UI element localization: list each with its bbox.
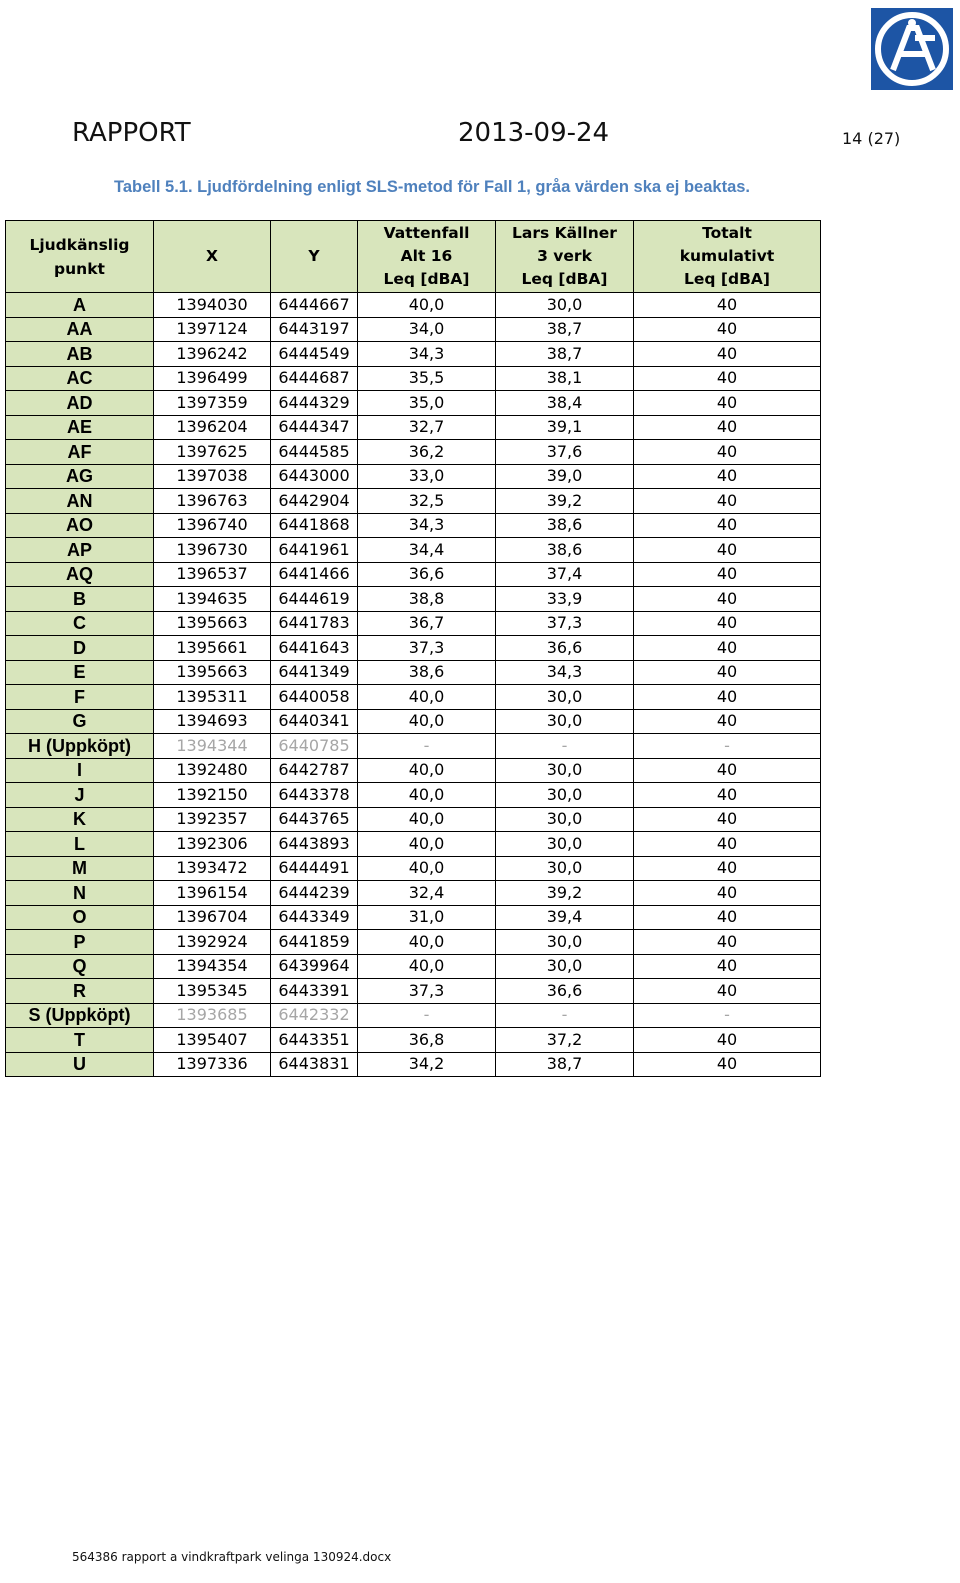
- cell-lars-kallner: 30,0: [496, 685, 634, 710]
- table-row: [6, 979, 821, 1004]
- table-row: [6, 587, 821, 612]
- cell-lars-kallner: 39,1: [496, 415, 634, 440]
- header-line: punkt: [54, 259, 105, 278]
- cell-sensitive-point: M: [6, 856, 154, 881]
- cell-total: 40: [634, 660, 821, 685]
- cell-total: 40: [634, 489, 821, 514]
- cell-y-coordinate: 6441643: [271, 636, 358, 661]
- cell-vattenfall: 40,0: [358, 293, 496, 318]
- header-line: Leq [dBA]: [684, 270, 770, 288]
- noise-table-header: [6, 221, 821, 293]
- cell-y-coordinate: 6444667: [271, 293, 358, 318]
- cell-x-coordinate: 1396204: [154, 415, 271, 440]
- cell-y-coordinate: 6443831: [271, 1052, 358, 1077]
- table-row: [6, 1028, 821, 1053]
- cell-vattenfall: 35,0: [358, 391, 496, 416]
- cell-sensitive-point: AQ: [6, 562, 154, 587]
- cell-total: 40: [634, 758, 821, 783]
- cell-y-coordinate: 6443391: [271, 979, 358, 1004]
- cell-y-coordinate: 6441466: [271, 562, 358, 587]
- table-caption: Tabell 5.1. Ljudfördelning enligt SLS-metod för Fall 1, gråa värden ska ej beaktas.: [114, 178, 751, 196]
- table-row: [6, 783, 821, 808]
- table-row: [6, 734, 821, 759]
- cell-sensitive-point: AD: [6, 391, 154, 416]
- cell-total: 40: [634, 636, 821, 661]
- cell-sensitive-point: D: [6, 636, 154, 661]
- cell-lars-kallner: 38,4: [496, 391, 634, 416]
- cell-vattenfall: 34,3: [358, 513, 496, 538]
- column-header-lars-kallner: [496, 221, 634, 293]
- cell-total: 40: [634, 979, 821, 1004]
- cell-lars-kallner: 36,6: [496, 979, 634, 1004]
- cell-lars-kallner: 38,6: [496, 538, 634, 563]
- header-line: Lars Källner: [512, 224, 617, 242]
- cell-sensitive-point: S (Uppköpt): [6, 1003, 154, 1028]
- table-row: [6, 293, 821, 318]
- table-row: [6, 562, 821, 587]
- noise-table-body: [6, 293, 821, 1077]
- table-row: [6, 440, 821, 465]
- cell-vattenfall: 38,8: [358, 587, 496, 612]
- cell-total: 40: [634, 856, 821, 881]
- cell-y-coordinate: 6443378: [271, 783, 358, 808]
- table-row: [6, 317, 821, 342]
- cell-x-coordinate: 1396242: [154, 342, 271, 367]
- cell-total: -: [634, 1003, 821, 1028]
- cell-vattenfall: 40,0: [358, 954, 496, 979]
- cell-vattenfall: 35,5: [358, 366, 496, 391]
- cell-total: 40: [634, 513, 821, 538]
- cell-sensitive-point: O: [6, 905, 154, 930]
- cell-sensitive-point: C: [6, 611, 154, 636]
- header-line: Vattenfall: [383, 224, 470, 242]
- header-line: Leq [dBA]: [521, 270, 608, 288]
- table-row: [6, 538, 821, 563]
- table-row: [6, 366, 821, 391]
- cell-total: 40: [634, 832, 821, 857]
- cell-vattenfall: -: [358, 1003, 496, 1028]
- table-row: [6, 464, 821, 489]
- table-row: [6, 1052, 821, 1077]
- header-line: 3 verk: [537, 247, 592, 265]
- cell-x-coordinate: 1396537: [154, 562, 271, 587]
- cell-lars-kallner: 38,7: [496, 342, 634, 367]
- table-row: [6, 513, 821, 538]
- cell-lars-kallner: 34,3: [496, 660, 634, 685]
- cell-x-coordinate: 1394354: [154, 954, 271, 979]
- cell-total: 40: [634, 709, 821, 734]
- cell-sensitive-point: AF: [6, 440, 154, 465]
- cell-lars-kallner: 36,6: [496, 636, 634, 661]
- cell-total: 40: [634, 1052, 821, 1077]
- cell-y-coordinate: 6441961: [271, 538, 358, 563]
- cell-vattenfall: 34,0: [358, 317, 496, 342]
- table-row: [6, 489, 821, 514]
- cell-x-coordinate: 1394693: [154, 709, 271, 734]
- cell-lars-kallner: 37,3: [496, 611, 634, 636]
- cell-vattenfall: 40,0: [358, 930, 496, 955]
- cell-lars-kallner: 38,7: [496, 1052, 634, 1077]
- cell-sensitive-point: AB: [6, 342, 154, 367]
- cell-vattenfall: -: [358, 734, 496, 759]
- cell-y-coordinate: 6444329: [271, 391, 358, 416]
- cell-y-coordinate: 6444347: [271, 415, 358, 440]
- cell-x-coordinate: 1393685: [154, 1003, 271, 1028]
- cell-lars-kallner: -: [496, 734, 634, 759]
- cell-total: 40: [634, 342, 821, 367]
- cell-x-coordinate: 1392150: [154, 783, 271, 808]
- table-row: [6, 856, 821, 881]
- cell-vattenfall: 40,0: [358, 832, 496, 857]
- cell-total: -: [634, 734, 821, 759]
- cell-vattenfall: 33,0: [358, 464, 496, 489]
- table-row: [6, 342, 821, 367]
- cell-x-coordinate: 1394030: [154, 293, 271, 318]
- cell-lars-kallner: 39,2: [496, 881, 634, 906]
- cell-y-coordinate: 6443765: [271, 807, 358, 832]
- cell-total: 40: [634, 391, 821, 416]
- cell-x-coordinate: 1395663: [154, 660, 271, 685]
- column-header-vattenfall: [358, 221, 496, 293]
- table-row: [6, 415, 821, 440]
- cell-sensitive-point: J: [6, 783, 154, 808]
- cell-sensitive-point: AN: [6, 489, 154, 514]
- cell-sensitive-point: AE: [6, 415, 154, 440]
- header-line: kumulativt: [679, 247, 775, 265]
- cell-x-coordinate: 1396730: [154, 538, 271, 563]
- cell-y-coordinate: 6443893: [271, 832, 358, 857]
- header-line: Alt 16: [400, 247, 453, 265]
- cell-vattenfall: 34,4: [358, 538, 496, 563]
- cell-y-coordinate: 6443351: [271, 1028, 358, 1053]
- table-row: [6, 930, 821, 955]
- table-row: [6, 807, 821, 832]
- cell-sensitive-point: E: [6, 660, 154, 685]
- cell-y-coordinate: 6440058: [271, 685, 358, 710]
- cell-sensitive-point: K: [6, 807, 154, 832]
- table-row: [6, 660, 821, 685]
- table-row: [6, 905, 821, 930]
- cell-vattenfall: 37,3: [358, 636, 496, 661]
- cell-lars-kallner: 30,0: [496, 709, 634, 734]
- cell-sensitive-point: AO: [6, 513, 154, 538]
- cell-lars-kallner: 39,0: [496, 464, 634, 489]
- cell-y-coordinate: 6440785: [271, 734, 358, 759]
- cell-lars-kallner: 38,7: [496, 317, 634, 342]
- cell-lars-kallner: 38,1: [496, 366, 634, 391]
- cell-x-coordinate: 1395345: [154, 979, 271, 1004]
- cell-x-coordinate: 1395407: [154, 1028, 271, 1053]
- cell-lars-kallner: 39,4: [496, 905, 634, 930]
- cell-y-coordinate: 6444491: [271, 856, 358, 881]
- column-header-total: [634, 221, 821, 293]
- cell-y-coordinate: 6439964: [271, 954, 358, 979]
- cell-y-coordinate: 6444239: [271, 881, 358, 906]
- cell-y-coordinate: 6444687: [271, 366, 358, 391]
- cell-x-coordinate: 1394344: [154, 734, 271, 759]
- cell-total: 40: [634, 1028, 821, 1053]
- cell-x-coordinate: 1396740: [154, 513, 271, 538]
- table-row: [6, 832, 821, 857]
- cell-vattenfall: 37,3: [358, 979, 496, 1004]
- cell-sensitive-point: AG: [6, 464, 154, 489]
- cell-vattenfall: 32,7: [358, 415, 496, 440]
- cell-y-coordinate: 6441783: [271, 611, 358, 636]
- header-line: Totalt: [702, 224, 752, 242]
- cell-lars-kallner: 30,0: [496, 783, 634, 808]
- cell-x-coordinate: 1396154: [154, 881, 271, 906]
- cell-y-coordinate: 6440341: [271, 709, 358, 734]
- cell-lars-kallner: 39,2: [496, 489, 634, 514]
- cell-total: 40: [634, 317, 821, 342]
- cell-vattenfall: 40,0: [358, 685, 496, 710]
- cell-x-coordinate: 1395311: [154, 685, 271, 710]
- cell-x-coordinate: 1396499: [154, 366, 271, 391]
- cell-y-coordinate: 6443197: [271, 317, 358, 342]
- page-number: 14 (27): [842, 129, 901, 148]
- cell-total: 40: [634, 930, 821, 955]
- table-row: [6, 636, 821, 661]
- cell-total: 40: [634, 293, 821, 318]
- cell-total: 40: [634, 587, 821, 612]
- cell-total: 40: [634, 783, 821, 808]
- cell-y-coordinate: 6444549: [271, 342, 358, 367]
- cell-total: 40: [634, 538, 821, 563]
- cell-lars-kallner: 30,0: [496, 832, 634, 857]
- cell-total: 40: [634, 366, 821, 391]
- table-row: [6, 881, 821, 906]
- table-row: [6, 1003, 821, 1028]
- table-row: [6, 611, 821, 636]
- cell-lars-kallner: 33,9: [496, 587, 634, 612]
- cell-vattenfall: 31,0: [358, 905, 496, 930]
- cell-total: 40: [634, 440, 821, 465]
- cell-vattenfall: 34,3: [358, 342, 496, 367]
- cell-y-coordinate: 6442904: [271, 489, 358, 514]
- cell-lars-kallner: 37,4: [496, 562, 634, 587]
- column-header-sensitive-point: [6, 221, 154, 293]
- table-row: [6, 391, 821, 416]
- cell-y-coordinate: 6441859: [271, 930, 358, 955]
- cell-x-coordinate: 1396763: [154, 489, 271, 514]
- cell-vattenfall: 38,6: [358, 660, 496, 685]
- cell-vattenfall: 40,0: [358, 856, 496, 881]
- footer-filename: 564386 rapport a vindkraftpark velinga 130924.docx: [72, 1550, 392, 1564]
- cell-x-coordinate: 1392480: [154, 758, 271, 783]
- table-row: [6, 758, 821, 783]
- table-row: [6, 685, 821, 710]
- cell-lars-kallner: 38,6: [496, 513, 634, 538]
- cell-y-coordinate: 6444619: [271, 587, 358, 612]
- cell-vattenfall: 40,0: [358, 783, 496, 808]
- cell-lars-kallner: 30,0: [496, 954, 634, 979]
- cell-x-coordinate: 1397625: [154, 440, 271, 465]
- cell-lars-kallner: 30,0: [496, 856, 634, 881]
- cell-total: 40: [634, 685, 821, 710]
- cell-y-coordinate: 6444585: [271, 440, 358, 465]
- cell-sensitive-point: F: [6, 685, 154, 710]
- cell-vattenfall: 34,2: [358, 1052, 496, 1077]
- cell-y-coordinate: 6443349: [271, 905, 358, 930]
- cell-lars-kallner: 30,0: [496, 293, 634, 318]
- cell-sensitive-point: B: [6, 587, 154, 612]
- cell-sensitive-point: I: [6, 758, 154, 783]
- cell-total: 40: [634, 415, 821, 440]
- cell-x-coordinate: 1396704: [154, 905, 271, 930]
- cell-sensitive-point: R: [6, 979, 154, 1004]
- header-line: Leq [dBA]: [383, 270, 470, 288]
- cell-total: 40: [634, 464, 821, 489]
- cell-vattenfall: 36,2: [358, 440, 496, 465]
- cell-sensitive-point: AP: [6, 538, 154, 563]
- cell-x-coordinate: 1397038: [154, 464, 271, 489]
- column-header-x-coordinate: [154, 221, 271, 293]
- cell-total: 40: [634, 562, 821, 587]
- cell-y-coordinate: 6442787: [271, 758, 358, 783]
- cell-x-coordinate: 1392357: [154, 807, 271, 832]
- header-line: Y: [308, 247, 320, 265]
- cell-y-coordinate: 6443000: [271, 464, 358, 489]
- cell-vattenfall: 32,5: [358, 489, 496, 514]
- column-header-y-coordinate: [271, 221, 358, 293]
- cell-sensitive-point: T: [6, 1028, 154, 1053]
- header-row: [6, 221, 821, 293]
- cell-total: 40: [634, 905, 821, 930]
- cell-x-coordinate: 1393472: [154, 856, 271, 881]
- report-date: 2013-09-24: [458, 118, 610, 148]
- cell-sensitive-point: Q: [6, 954, 154, 979]
- cell-y-coordinate: 6441349: [271, 660, 358, 685]
- cell-lars-kallner: 30,0: [496, 758, 634, 783]
- cell-vattenfall: 40,0: [358, 807, 496, 832]
- cell-vattenfall: 36,8: [358, 1028, 496, 1053]
- cell-sensitive-point: U: [6, 1052, 154, 1077]
- cell-vattenfall: 40,0: [358, 709, 496, 734]
- cell-x-coordinate: 1395661: [154, 636, 271, 661]
- cell-total: 40: [634, 611, 821, 636]
- cell-y-coordinate: 6441868: [271, 513, 358, 538]
- cell-x-coordinate: 1397359: [154, 391, 271, 416]
- cell-x-coordinate: 1394635: [154, 587, 271, 612]
- cell-x-coordinate: 1397124: [154, 317, 271, 342]
- cell-lars-kallner: 30,0: [496, 807, 634, 832]
- cell-y-coordinate: 6442332: [271, 1003, 358, 1028]
- cell-vattenfall: 32,4: [358, 881, 496, 906]
- header-line: Ljudkänslig: [29, 235, 130, 254]
- cell-x-coordinate: 1392306: [154, 832, 271, 857]
- cell-sensitive-point: AA: [6, 317, 154, 342]
- cell-total: 40: [634, 954, 821, 979]
- report-title: RAPPORT: [72, 118, 191, 148]
- af-logo-icon: [871, 8, 953, 90]
- cell-lars-kallner: 37,6: [496, 440, 634, 465]
- noise-table: [5, 220, 821, 1077]
- table-row: [6, 709, 821, 734]
- cell-total: 40: [634, 881, 821, 906]
- table-row: [6, 954, 821, 979]
- cell-vattenfall: 40,0: [358, 758, 496, 783]
- cell-sensitive-point: P: [6, 930, 154, 955]
- cell-sensitive-point: L: [6, 832, 154, 857]
- cell-sensitive-point: G: [6, 709, 154, 734]
- cell-vattenfall: 36,6: [358, 562, 496, 587]
- cell-vattenfall: 36,7: [358, 611, 496, 636]
- cell-sensitive-point: AC: [6, 366, 154, 391]
- header-line: X: [206, 247, 218, 265]
- cell-lars-kallner: -: [496, 1003, 634, 1028]
- cell-sensitive-point: N: [6, 881, 154, 906]
- cell-lars-kallner: 30,0: [496, 930, 634, 955]
- cell-sensitive-point: H (Uppköpt): [6, 734, 154, 759]
- cell-total: 40: [634, 807, 821, 832]
- cell-x-coordinate: 1392924: [154, 930, 271, 955]
- cell-sensitive-point: A: [6, 293, 154, 318]
- cell-x-coordinate: 1395663: [154, 611, 271, 636]
- cell-x-coordinate: 1397336: [154, 1052, 271, 1077]
- cell-lars-kallner: 37,2: [496, 1028, 634, 1053]
